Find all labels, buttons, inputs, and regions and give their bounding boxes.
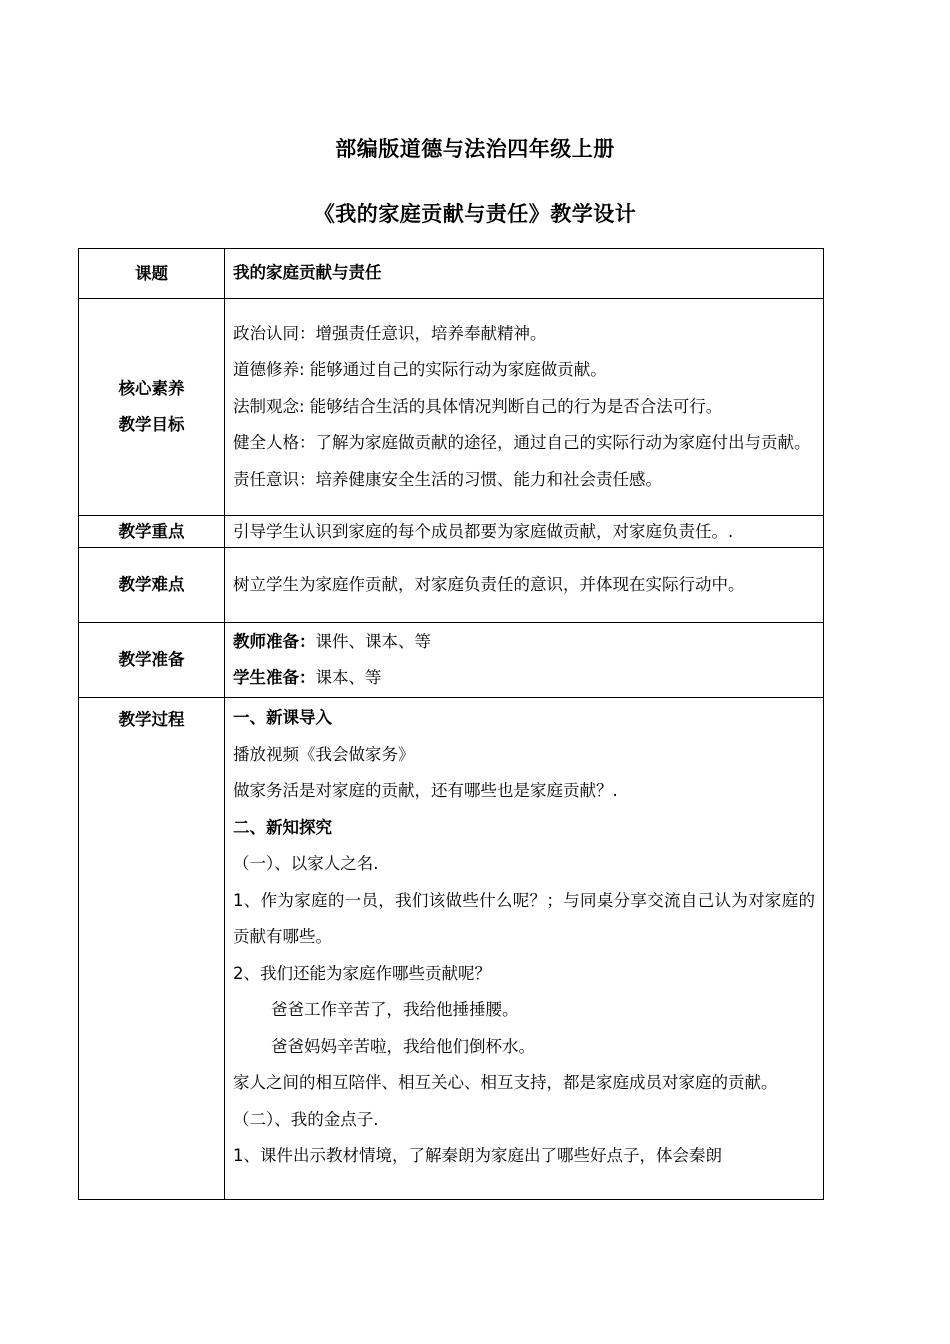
section-heading: 一、新课导入: [233, 708, 332, 727]
difficulty-label: 教学难点: [79, 548, 225, 623]
process-line: 家人之间的相互陪伴、相互关心、相互支持，都是家庭成员对家庭的贡献。: [233, 1073, 778, 1092]
table-row-goals: [79, 299, 824, 516]
goal-item: 道德修养: 能够通过自己的实际行动为家庭做贡献。: [233, 360, 607, 380]
goal-item: 健全人格：了解为家庭做贡献的途径，通过自己的实际行动为家庭付出与贡献。: [233, 433, 811, 453]
key-point-text: 引导学生认识到家庭的每个成员都要为家庭做贡献，对家庭负责任。.: [233, 521, 734, 541]
process-line: 2、我们还能为家庭作哪些贡献呢？: [233, 963, 491, 983]
process-line: 播放视频《我会做家务》: [233, 744, 415, 764]
process-line: 做家务活是对家庭的贡献，还有哪些也是家庭贡献？.: [233, 781, 618, 800]
process-example: 爸爸工作辛苦了，我给他捶捶腰。: [271, 1000, 519, 1019]
goals-label: [79, 299, 225, 516]
difficulty-value: [225, 548, 824, 623]
table-row-difficulty: [79, 548, 824, 623]
document-title: 部编版道德与法治四年级上册: [335, 137, 615, 161]
teacher-preparation-label: 教师准备：: [233, 631, 316, 651]
topic-label: 课题: [79, 249, 225, 299]
student-preparation: [233, 660, 815, 697]
key-point-label: 教学重点: [79, 516, 225, 548]
student-preparation-value: 课本、等: [315, 668, 382, 687]
goals-content: [225, 299, 824, 516]
table-row-topic: [79, 249, 824, 299]
preparation-content: [225, 623, 824, 698]
document-subtitle: 《我的家庭贡献与责任》教学设计: [313, 202, 637, 226]
table-row-process: [79, 698, 824, 1200]
section-heading: 二、新知探究: [233, 817, 332, 837]
process-content: [225, 698, 824, 1200]
goals-label-line1: 核心素养: [118, 379, 185, 398]
teacher-preparation: [233, 624, 815, 661]
preparation-label: 教学准备: [79, 623, 225, 698]
table-row-preparation: [79, 623, 824, 698]
goal-item: 责任意识：培养健康安全生活的习惯、能力和社会责任感。: [233, 469, 662, 489]
subsection-heading: （二）、我的金点子.: [233, 1109, 379, 1129]
student-preparation-label: 学生准备：: [233, 668, 316, 687]
lesson-plan-table: [78, 248, 824, 1200]
key-point-value: [225, 516, 824, 548]
process-line: 1、课件出示教材情境，了解秦朗为家庭出了哪些好点子，体会秦朗: [233, 1146, 722, 1165]
process-line: 1、作为家庭的一员，我们该做些什么呢？；与同桌分享交流自己认为对家庭的贡献有哪些。: [233, 890, 815, 946]
topic-value: 我的家庭贡献与责任: [225, 249, 824, 299]
teacher-preparation-value: 课件、课本、等: [315, 631, 431, 651]
goal-item: 法制观念: 能够结合生活的具体情况判断自己的行为是否合法可行。: [233, 396, 723, 416]
process-example: 爸爸妈妈辛苦啦，我给他们倒杯水。: [271, 1036, 535, 1056]
difficulty-text: 树立学生为家庭作贡献，对家庭负责任的意识，并体现在实际行动中。: [233, 574, 745, 594]
process-label: 教学过程: [79, 698, 225, 1200]
subsection-heading: （一）、以家人之名.: [233, 854, 379, 873]
goal-item: 政治认同：增强责任意识，培养奉献精神。: [233, 323, 547, 343]
table-row-key-point: [79, 516, 824, 548]
goals-label-line2: 教学目标: [118, 415, 185, 434]
